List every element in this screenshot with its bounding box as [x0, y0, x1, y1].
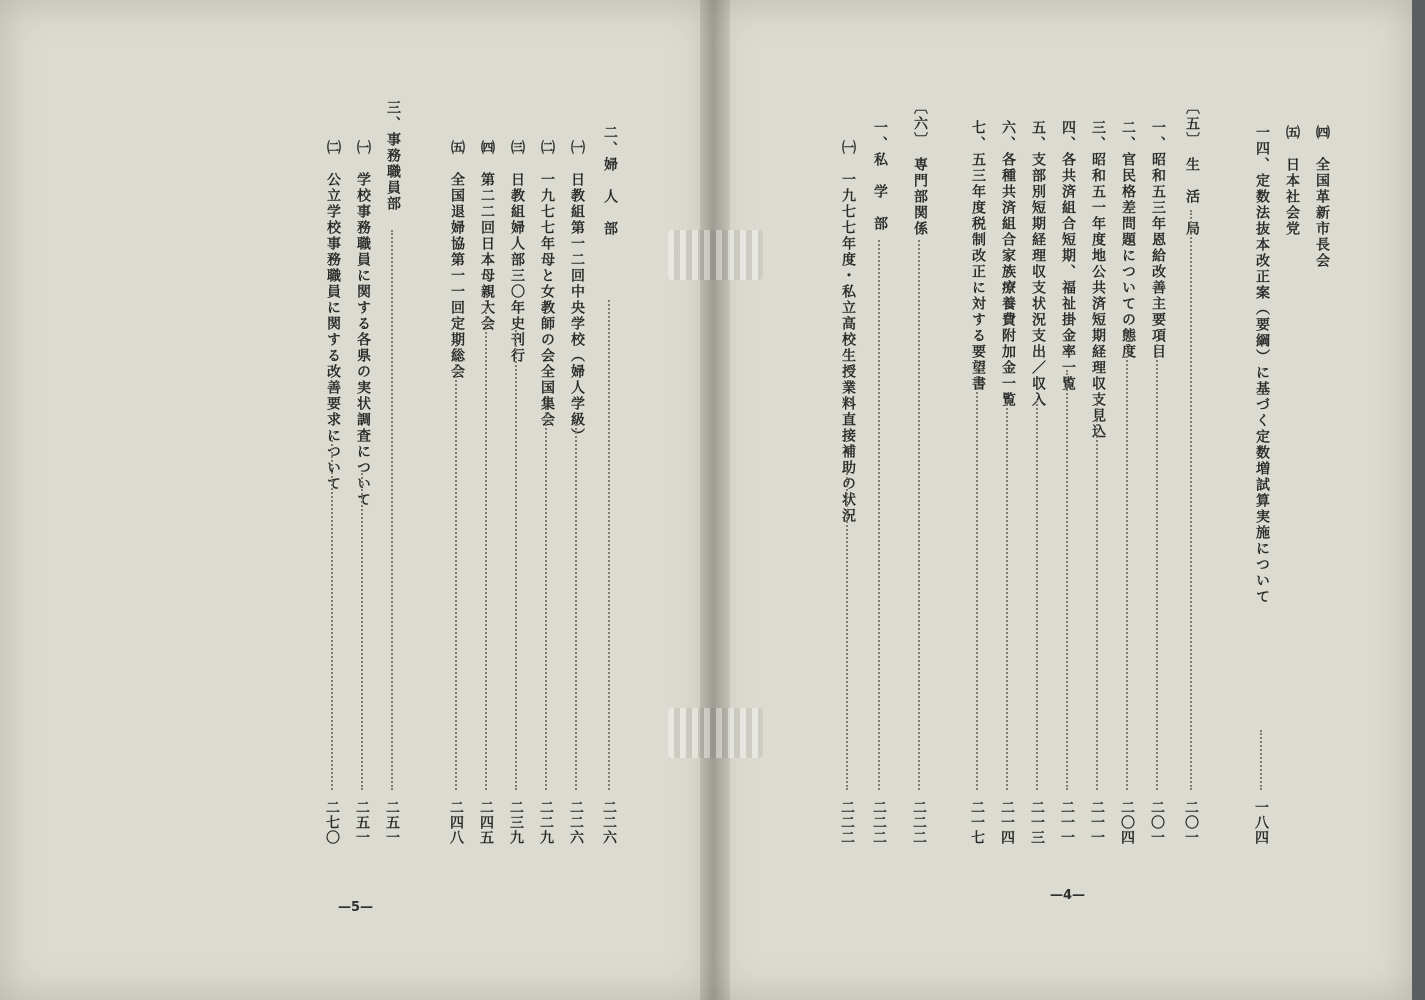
toc-entry-text: 三、事務職員部 [385, 100, 401, 212]
page-number: 二二九 [538, 800, 554, 845]
toc-entry [1282, 125, 1302, 237]
page-number: 二三九 [508, 800, 524, 845]
page-number: 二一三 [1029, 800, 1045, 845]
toc-entry-text: 七、五三年度税制改正に対する要望書 [970, 120, 986, 392]
toc-entry [323, 140, 343, 492]
dot-leader [1066, 370, 1068, 790]
page-number: 二二六 [601, 800, 617, 845]
dot-leader [331, 440, 333, 790]
staple-mark [668, 230, 763, 280]
page-number: 二〇一 [1183, 800, 1199, 845]
dot-leader [575, 420, 577, 790]
dot-leader [1036, 400, 1038, 790]
dot-leader [1126, 340, 1128, 790]
toc-entry-text: ㈡ 一九七七年母と女教師の会全国集会 [539, 140, 555, 428]
dot-leader [918, 240, 920, 790]
toc-entry [477, 140, 497, 332]
page-number: 二五一 [384, 800, 400, 845]
toc-entry [507, 140, 527, 364]
page-number: 二二六 [568, 800, 584, 845]
toc-entry-text: ㈢ 日教組婦人部三〇年史刊行 [509, 140, 525, 364]
toc-entry [383, 100, 403, 212]
page-number: 二七〇 [324, 800, 340, 845]
page-number: 二二二 [871, 800, 887, 845]
toc-entry-text: 六、各種共済組合家族療養費附加金一覧 [1000, 120, 1016, 408]
toc-entry-text: 三、昭和五一年度地公共済短期経理収支見込 [1090, 120, 1106, 440]
dot-leader [878, 240, 880, 790]
page-folio: —4— [1050, 888, 1086, 903]
dot-leader [1190, 210, 1192, 790]
page-number: 二一一 [1089, 800, 1105, 845]
dot-leader [1156, 340, 1158, 790]
dot-leader [608, 300, 610, 790]
toc-entry [1252, 125, 1272, 605]
dot-leader [515, 330, 517, 790]
toc-entry-text: ㈤ 全国退婦協第一一回定期総会 [449, 140, 465, 380]
toc-entry [567, 140, 587, 444]
page-number: 二五一 [354, 800, 370, 845]
page-number: 二四五 [478, 800, 494, 845]
toc-entry-text: ㈠ 学校事務職員に関する各県の実状調査について [355, 140, 371, 508]
toc-entry-text: ㈠ 一九七七年度・私立高校生授業料直接補助の状況 [840, 140, 856, 524]
dot-leader [361, 470, 363, 790]
page-number: 二一七 [969, 800, 985, 845]
toc-entry [910, 100, 930, 237]
toc-entry [838, 140, 858, 524]
toc-entry [968, 120, 988, 392]
dot-leader [545, 400, 547, 790]
dot-leader [1260, 730, 1262, 790]
binding-gutter [700, 0, 730, 1000]
page-number: 二一一 [1059, 800, 1075, 845]
page-number: 一八四 [1253, 800, 1269, 845]
toc-entry-text: ㈠ 日教組第一二回中央学校（婦人学級） [569, 140, 585, 444]
dot-leader [391, 230, 393, 790]
toc-entry [1028, 120, 1048, 408]
toc-entry-text: 〔六〕 専門部関係 [912, 100, 928, 237]
toc-entry-text: 二、官民格差問題についての態度 [1120, 120, 1136, 360]
toc-entry [1182, 100, 1202, 237]
toc-entry [600, 125, 620, 237]
toc-entry-text: 一四、定数法抜本改正案（要綱）に基づく定数増試算実施について [1254, 125, 1270, 605]
toc-entry-text: ㈣ 第二二回日本母親大会 [479, 140, 495, 332]
toc-entry-text: 〔五〕 生 活 局 [1184, 100, 1200, 237]
toc-entry [1118, 120, 1138, 360]
toc-entry [537, 140, 557, 428]
page-number: 二一四 [999, 800, 1015, 845]
toc-entry [998, 120, 1018, 408]
toc-entry-text: ㈤ 日本社会党 [1284, 125, 1300, 237]
dot-leader [976, 360, 978, 790]
page-number: 二二二 [911, 800, 927, 845]
toc-entry-text: 五、支部別短期経理収支状況支出／収入 [1030, 120, 1046, 408]
toc-entry-text: ㈡ 公立学校事務職員に関する改善要求について [325, 140, 341, 492]
toc-entry-text: ㈣ 全国革新市長会 [1314, 125, 1330, 269]
dot-leader [455, 345, 457, 790]
toc-entry [1088, 120, 1108, 440]
page-number: 二二二 [839, 800, 855, 845]
toc-entry-text: 二、婦 人 部 [602, 125, 618, 237]
toc-entry-text: 四、各共済組合短期、福祉掛金率一覧 [1060, 120, 1076, 392]
toc-entry [353, 140, 373, 508]
page-folio: —5— [338, 900, 374, 915]
toc-entry-text: 一、私 学 部 [872, 120, 888, 232]
toc-entry [1148, 120, 1168, 360]
toc-entry [1058, 120, 1078, 392]
page-number: 二〇四 [1119, 800, 1135, 845]
toc-entry-text: 一、昭和五三年恩給改善主要項目 [1150, 120, 1166, 360]
page-number: 二四八 [448, 800, 464, 845]
dot-leader [485, 300, 487, 790]
toc-entry [870, 120, 890, 232]
toc-entry [447, 140, 467, 380]
dot-leader [846, 470, 848, 790]
right-page [712, 0, 1412, 1000]
dot-leader [1006, 400, 1008, 790]
staple-mark [668, 708, 763, 758]
dot-leader [1096, 400, 1098, 790]
page-number: 二〇一 [1149, 800, 1165, 845]
toc-entry [1312, 125, 1332, 269]
